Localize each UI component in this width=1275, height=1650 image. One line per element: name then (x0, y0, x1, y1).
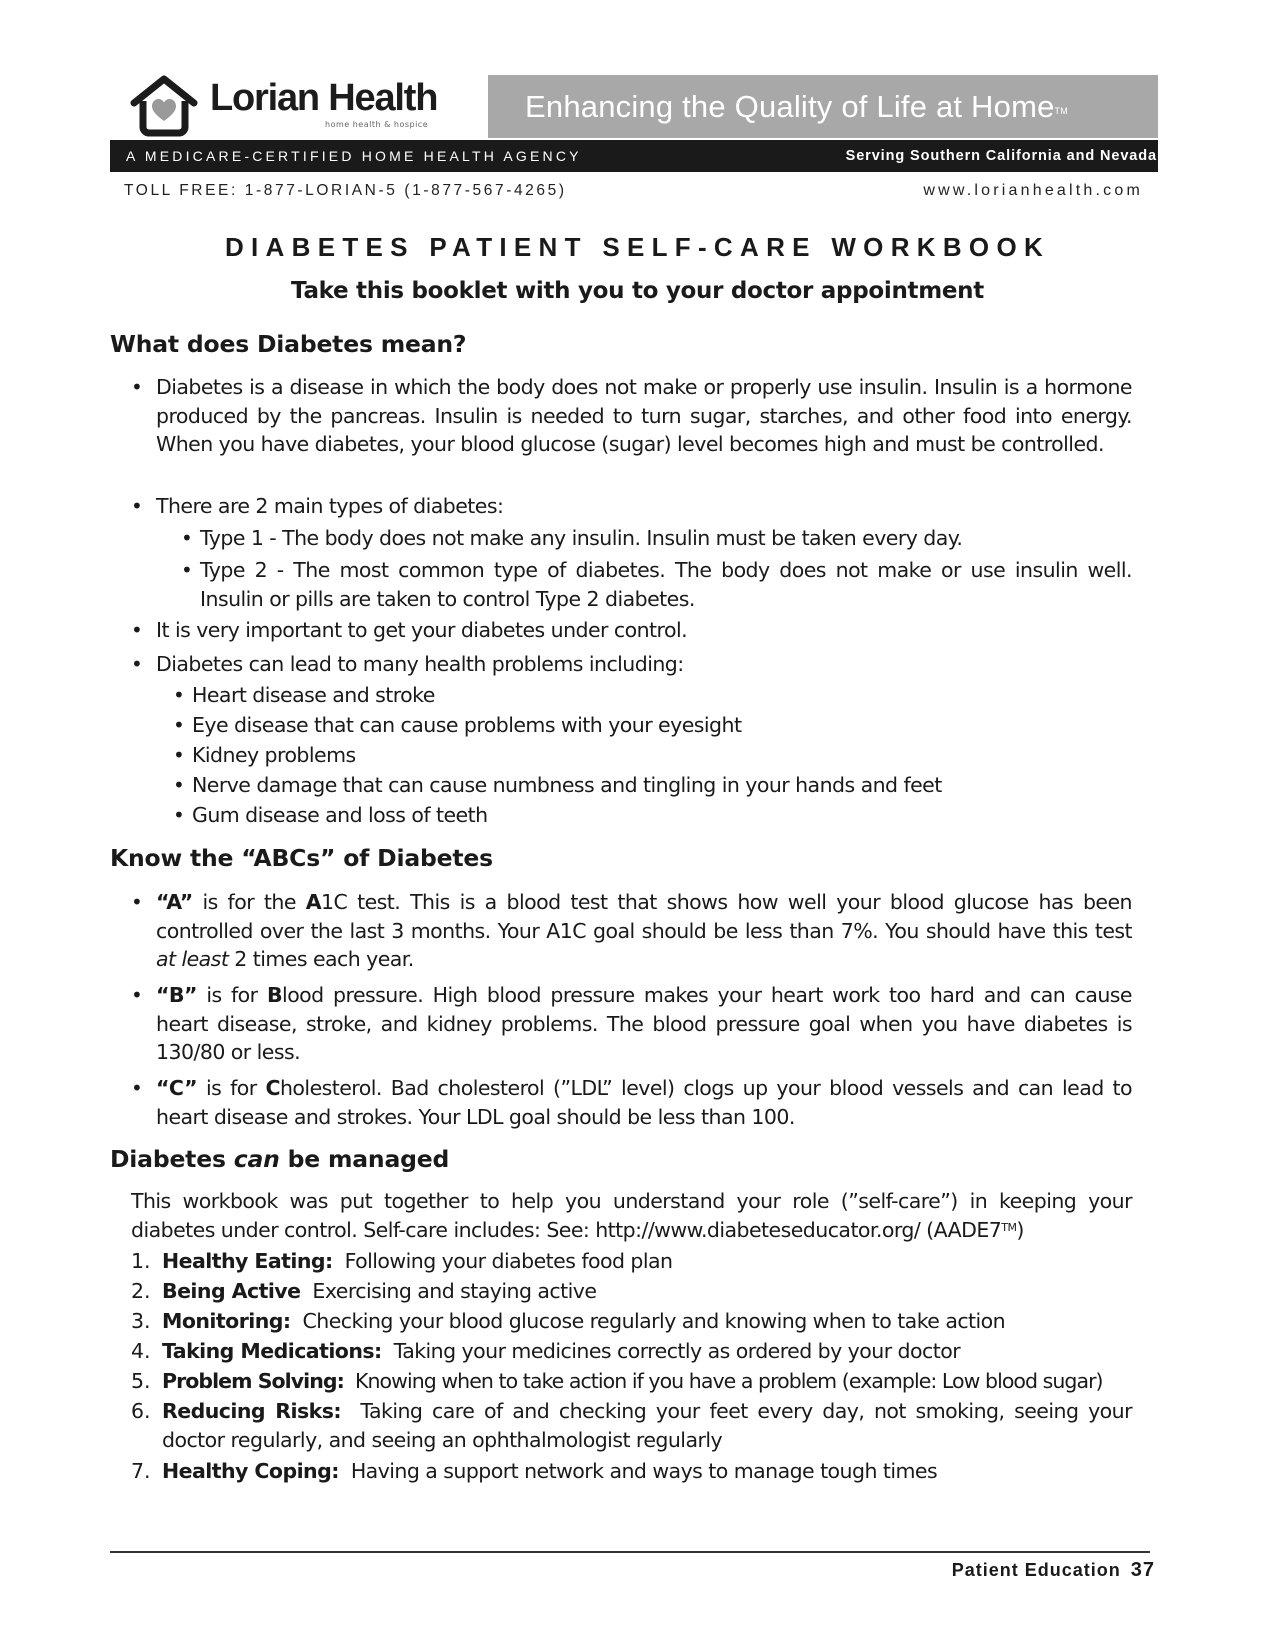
self-care-label: Healthy Eating: (162, 1249, 333, 1273)
problem-item: Kidney problems (192, 743, 356, 767)
abc-key-a: “A” (156, 890, 193, 914)
service-area-text: Serving Southern California and Nevada (845, 148, 1157, 164)
bullet-control: It is very important to get your diabetes under control. (156, 618, 688, 642)
section-heading-managed (110, 1145, 449, 1173)
bullet-icon: • (131, 494, 143, 518)
tagline-trademark: TM (1054, 106, 1068, 116)
abc-item-c (156, 1074, 1132, 1131)
list-number: 1. (131, 1249, 151, 1273)
self-care-label: Reducing Risks: (162, 1399, 342, 1423)
self-care-label: Being Active (162, 1279, 301, 1303)
abc-a-mid: is for the (192, 890, 306, 914)
bullet-icon: • (173, 743, 185, 767)
footer (952, 1559, 1155, 1582)
bullet-icon: • (131, 890, 143, 914)
self-care-label: Healthy Coping: (162, 1459, 339, 1483)
bullet-icon: • (131, 375, 143, 399)
list-number: 7. (131, 1459, 151, 1483)
problem-item: Eye disease that can cause problems with your eyesight (192, 713, 742, 737)
bullet-icon: • (173, 713, 185, 737)
heading-managed-em: can (233, 1145, 280, 1173)
self-care-label: Monitoring: (162, 1309, 291, 1333)
list-number: 6. (131, 1399, 151, 1423)
self-care-text: Knowing when to take action if you have a problem (example: Low blood sugar) (355, 1369, 1103, 1393)
self-care-text: Having a support network and ways to manage tough times (350, 1459, 938, 1483)
abc-a-end: 2 times each year. (228, 947, 414, 972)
list-number: 4. (131, 1339, 151, 1363)
problem-item: Heart disease and stroke (192, 683, 435, 707)
tagline (525, 88, 1068, 126)
bullet-icon: • (131, 618, 143, 642)
brand-name: Lorian Health (210, 77, 438, 119)
abc-c-mid: is for (197, 1076, 266, 1100)
lorian-logo-icon (130, 73, 198, 141)
website-link[interactable]: www.lorianhealth.com (923, 182, 1143, 199)
abc-a-emphasis: at least (156, 947, 229, 972)
bullet-icon: • (181, 558, 193, 582)
bullet-health-problems: Diabetes can lead to many health problems including: (156, 652, 684, 676)
abc-item-a (156, 888, 1132, 974)
self-care-item (162, 1367, 1103, 1396)
sub-bullet-type2: Type 2 - The most common type of diabetes. The body does not make or use insulin well. Insulin or pills are taken to control Type 2 diabetes. (200, 558, 1132, 611)
bullet-types: There are 2 main types of diabetes: (156, 494, 504, 518)
abc-item-b (156, 981, 1132, 1067)
sub-bullet-type1: Type 1 - The body does not make any insulin. Insulin must be taken every day. (200, 526, 963, 550)
self-care-intro (131, 1187, 1132, 1244)
bullet-icon: • (131, 983, 143, 1007)
bullet-definition: Diabetes is a disease in which the body does not make or properly use insulin. Insulin is a hormone produced by the pancreas. Insulin is needed to turn sugar, starches, and other food into energy. When you have diabetes, your blood glucose (sugar) level becomes high and must be controlled. (156, 375, 1132, 457)
bullet-icon: • (131, 1076, 143, 1100)
self-care-intro-end: ) (1016, 1217, 1024, 1242)
tagline-text: Enhancing the Quality of Life at Home (525, 89, 1055, 124)
self-care-item (162, 1247, 672, 1276)
bullet-icon: • (181, 526, 193, 550)
aade7-trademark: TM (1001, 1220, 1017, 1234)
self-care-item (162, 1457, 937, 1486)
self-care-text: Taking care of and checking your feet every day, not smoking, seeing your doctor regularly, and seeing an ophthalmologist regularly (162, 1399, 1132, 1452)
problem-item: Nerve damage that can cause numbness and tingling in your hands and feet (192, 773, 942, 797)
bullet-icon: • (173, 773, 185, 797)
problem-item: Gum disease and loss of teeth (192, 803, 488, 827)
abc-b-mid: is for (196, 983, 267, 1007)
abc-letter-a: A (305, 890, 322, 914)
page-number: 37 (1130, 1559, 1155, 1581)
abc-letter-b: B (266, 983, 283, 1007)
self-care-label: Problem Solving: (162, 1369, 344, 1393)
document-title: DIABETES PATIENT SELF-CARE WORKBOOK (224, 232, 1051, 262)
abc-key-b: “B” (156, 983, 197, 1007)
bullet-icon: • (173, 803, 185, 827)
document-subtitle: Take this booklet with you to your doctor appointment (291, 278, 984, 304)
list-number: 2. (131, 1279, 151, 1303)
list-number: 3. (131, 1309, 151, 1333)
abc-c-text: holesterol. Bad cholesterol (”LDL” level) clogs up your blood vessels and can lead to heart disease and strokes. Your LDL goal should be less than 100. (156, 1076, 1133, 1129)
heading-managed-post: be managed (279, 1145, 450, 1173)
toll-free-number: TOLL FREE: 1-877-LORIAN-5 (1-877-567-4265) (124, 182, 567, 199)
self-care-intro-text: This workbook was put together to help you understand your role (”self-care”) in keeping your diabetes under control. Self-care includes: See: http://www.diabeteseducator.org/ (AADE7 (131, 1189, 1132, 1242)
bullet-icon: • (131, 652, 143, 676)
abc-a-text: 1C test. This is a blood test that shows how well your blood glucose has been controlled over the last 3 months. Your A1C goal should be less than 7%. You should have this test (156, 890, 1132, 943)
footer-label: Patient Education (951, 1560, 1121, 1580)
section-heading-what-is-diabetes: What does Diabetes mean? (110, 330, 467, 358)
abc-b-text: lood pressure. High blood pressure makes your heart work too hard and can cause heart disease, stroke, and kidney problems. The blood pressure goal when you have diabetes is 130/80 or less. (156, 983, 1132, 1065)
self-care-text: Checking your blood glucose regularly and knowing when to take action (302, 1309, 1006, 1333)
heading-managed-pre: Diabetes (110, 1145, 234, 1173)
self-care-item (162, 1277, 596, 1306)
bullet-icon: • (173, 683, 185, 707)
abc-letter-c: C (265, 1076, 280, 1100)
self-care-text: Exercising and staying active (312, 1279, 597, 1303)
self-care-text: Following your diabetes food plan (344, 1249, 673, 1273)
self-care-item (162, 1307, 1005, 1336)
footer-divider (110, 1551, 1150, 1553)
agency-text: A MEDICARE-CERTIFIED HOME HEALTH AGENCY (126, 148, 582, 164)
self-care-label: Taking Medications: (162, 1339, 382, 1363)
self-care-item (162, 1337, 960, 1366)
self-care-text: Taking your medicines correctly as ordered by your doctor (393, 1339, 961, 1363)
self-care-item (162, 1397, 1132, 1454)
abc-key-c: “C” (156, 1076, 198, 1100)
list-number: 5. (131, 1369, 151, 1393)
section-heading-abcs: Know the “ABCs” of Diabetes (110, 844, 493, 872)
brand-subtitle: home health & hospice (325, 120, 429, 129)
